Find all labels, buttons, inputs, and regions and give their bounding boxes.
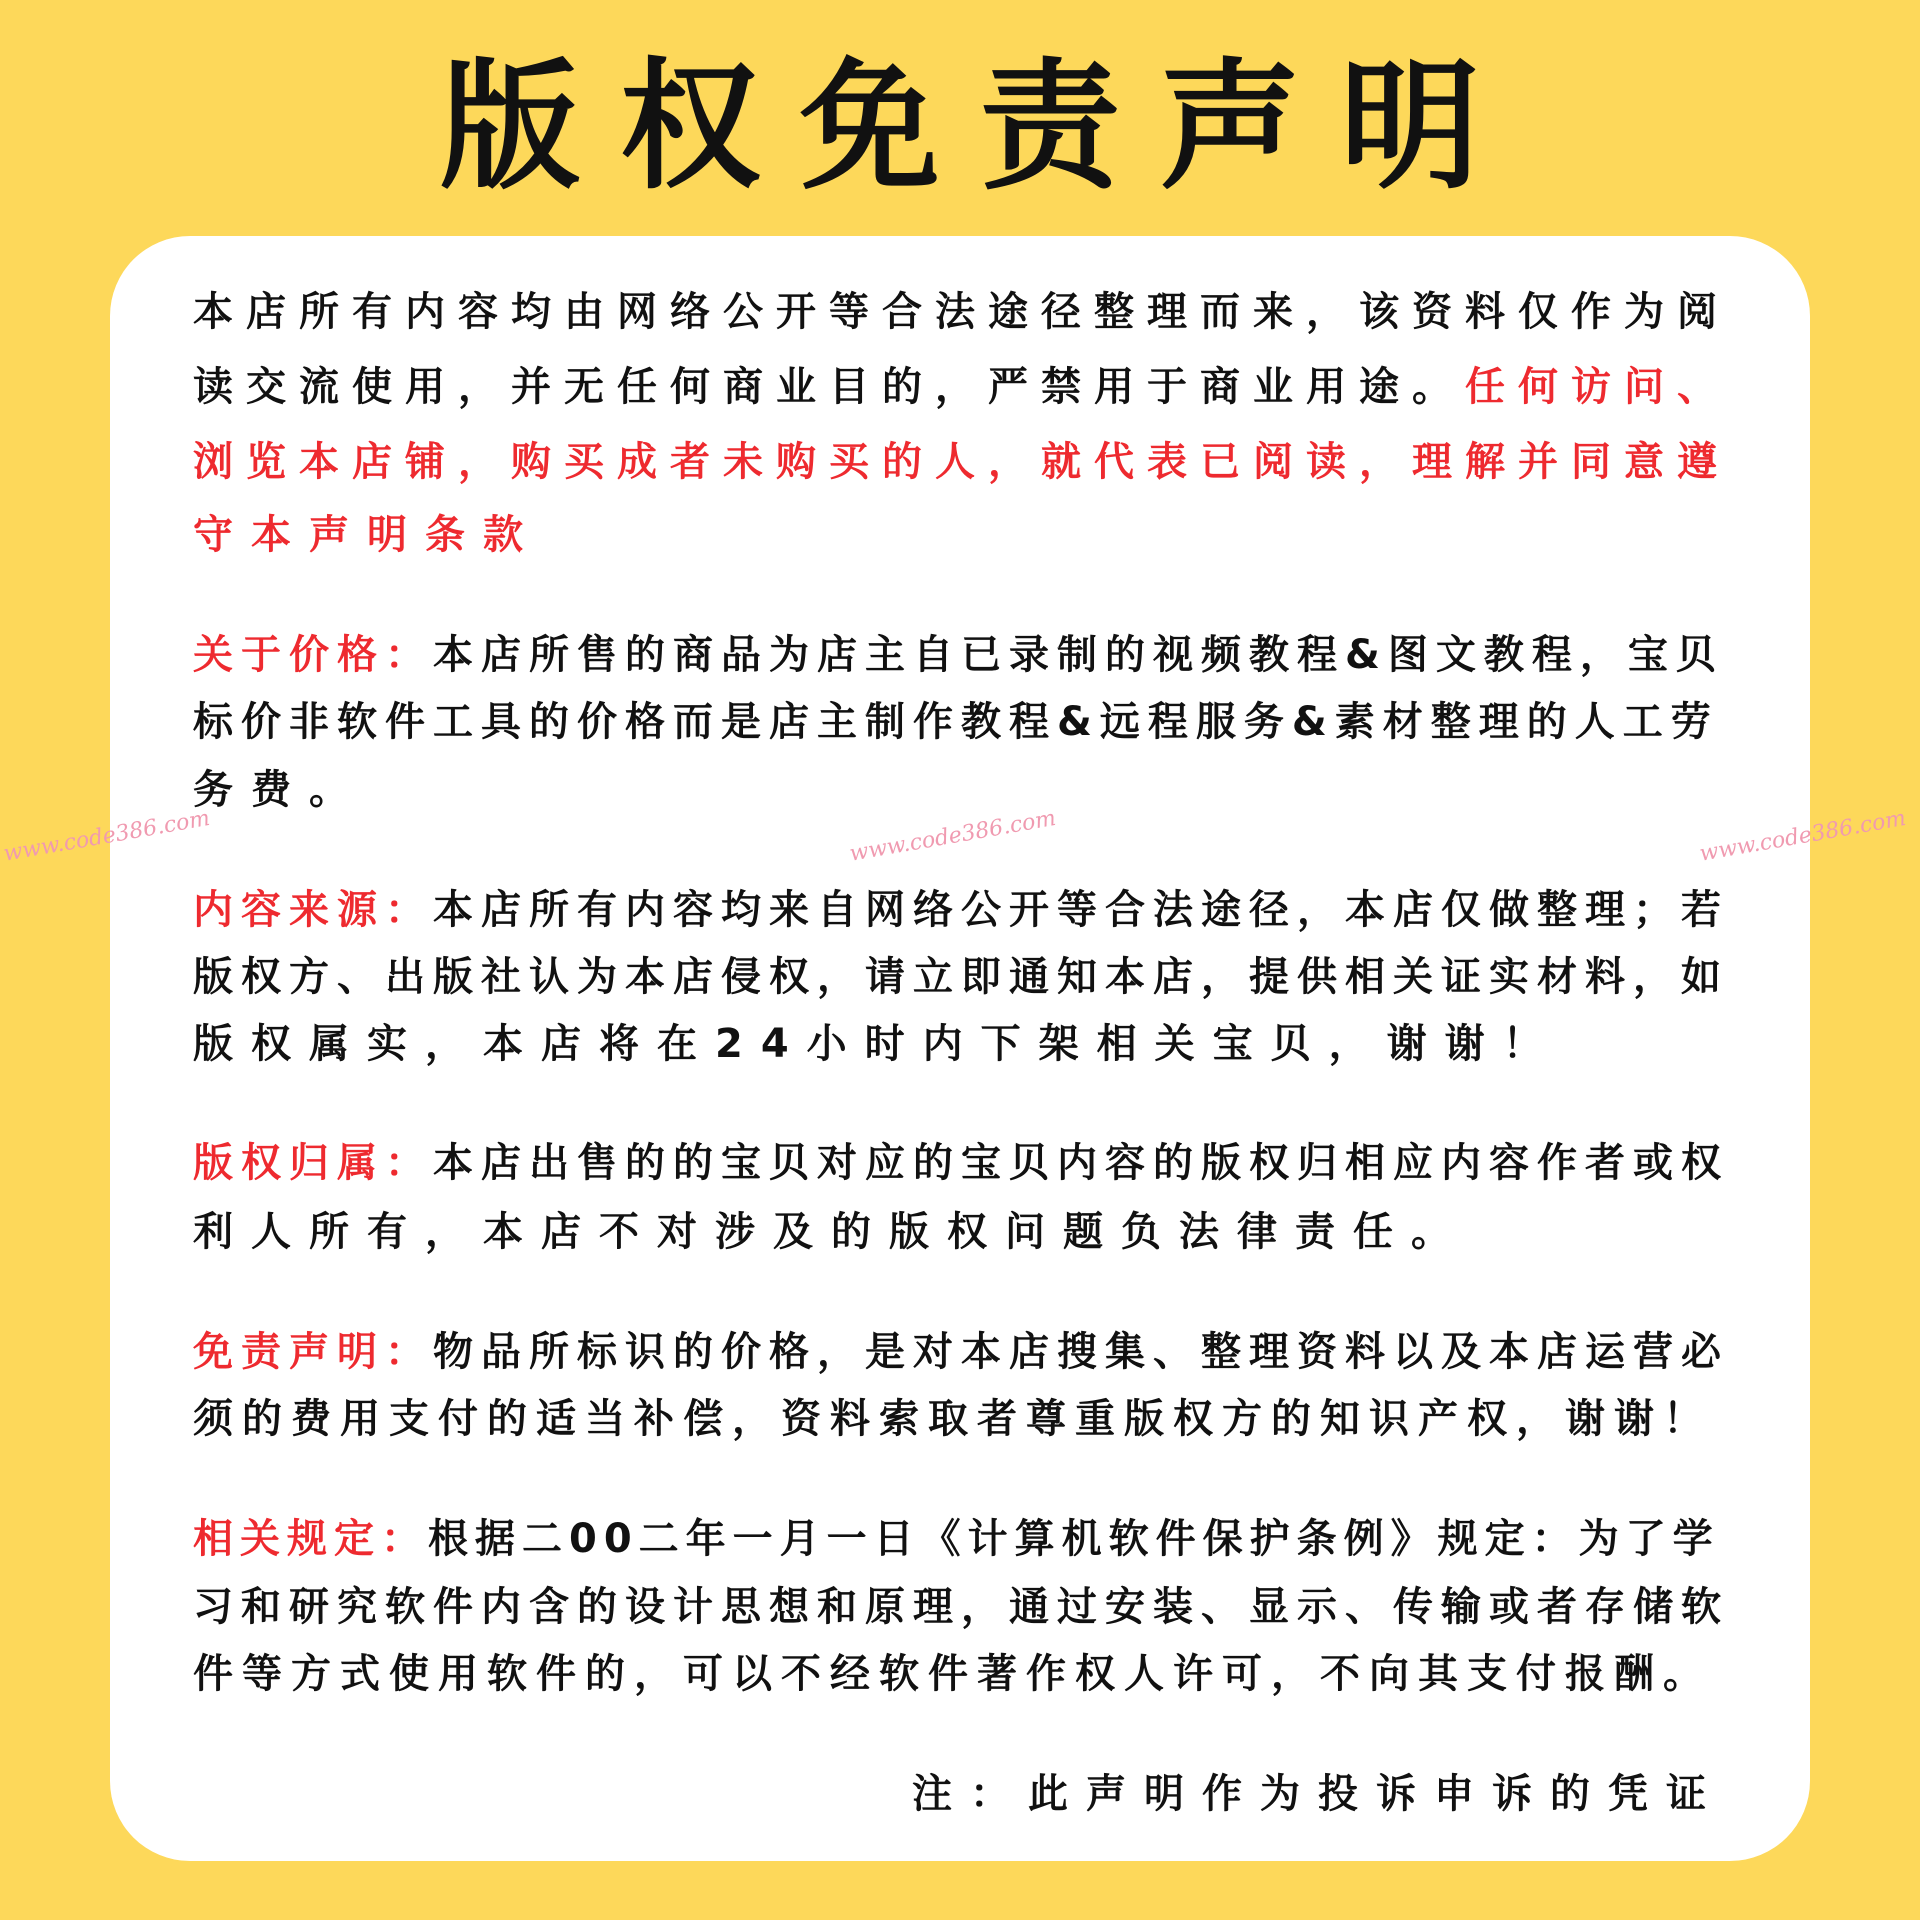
paragraph-1-line bbox=[193, 510, 541, 560]
body-text: 版权属实，本店将在24小时内下架相关宝贝，谢谢！ bbox=[193, 1021, 1561, 1067]
paragraph-2-line bbox=[193, 630, 1724, 680]
body-text: 版权方、出版社认为本店侵权，请立即通知本店，提供相关证实材料，如 bbox=[193, 954, 1729, 1000]
body-text: 须的费用支付的适当补偿，资料索取者尊重版权方的知识产权，谢谢！ bbox=[193, 1396, 1712, 1442]
body-text: 本店所有内容均来自网络公开等合法途径，本店仅做整理；若 bbox=[433, 887, 1729, 933]
body-text: 本店所售的商品为店主自已录制的视频教程&图文教程，宝贝 bbox=[433, 632, 1724, 678]
paragraph-6-line bbox=[193, 1514, 1720, 1564]
body-text: 物品所标识的价格，是对本店搜集、整理资料以及本店运营必 bbox=[433, 1329, 1729, 1375]
body-text: 件等方式使用软件的，可以不经软件著作权人许可，不向其支付报酬。 bbox=[193, 1651, 1712, 1697]
highlighted-text: 浏览本店铺，购买成者未购买的人，就代表已阅读，理解并同意遵 bbox=[193, 439, 1730, 485]
body-text: 习和研究软件内含的设计思想和原理，通过安装、显示、传输或者存储软 bbox=[193, 1584, 1729, 1630]
paragraph-3-line bbox=[193, 1019, 1561, 1069]
highlighted-text: 关于价格： bbox=[193, 632, 433, 678]
highlighted-text: 相关规定： bbox=[193, 1516, 428, 1562]
highlighted-text: 版权归属： bbox=[193, 1140, 433, 1186]
watermark: www.code386.com bbox=[1, 805, 212, 867]
body-text: 利人所有，本店不对涉及的版权问题负法律责任。 bbox=[193, 1209, 1469, 1255]
paragraph-3-line bbox=[193, 885, 1729, 935]
paragraph-1-line bbox=[193, 287, 1730, 337]
body-text: 根据二00二年一月一日《计算机软件保护条例》规定：为了学 bbox=[428, 1516, 1720, 1562]
paragraph-1-line bbox=[193, 362, 1730, 412]
footer-note: 注：此声明作为投诉申诉的凭证 bbox=[912, 1771, 1724, 1817]
paragraph-3-line bbox=[193, 952, 1729, 1002]
paragraph-6-line bbox=[193, 1582, 1729, 1632]
watermark: www.code386.com bbox=[847, 805, 1058, 867]
paragraph-1-line bbox=[193, 437, 1730, 487]
body-text: 务费。 bbox=[193, 767, 367, 813]
page-title: 版权免责声明 bbox=[439, 46, 1520, 209]
paragraph-5-line bbox=[193, 1394, 1712, 1444]
highlighted-text: 守本声明条款 bbox=[193, 512, 541, 558]
body-text: 读交流使用，并无任何商业目的，严禁用于商业用途。 bbox=[193, 364, 1465, 410]
highlighted-text: 内容来源： bbox=[193, 887, 433, 933]
paragraph-6-line bbox=[193, 1649, 1712, 1699]
body-text: 本店所有内容均由网络公开等合法途径整理而来，该资料仅作为阅 bbox=[193, 289, 1730, 335]
body-text: 本店出售的的宝贝对应的宝贝内容的版权归相应内容作者或权 bbox=[433, 1140, 1729, 1186]
watermark: www.code386.com bbox=[1697, 805, 1908, 867]
paragraph-2-line bbox=[193, 765, 367, 815]
highlighted-text: 免责声明： bbox=[193, 1329, 433, 1375]
highlighted-text: 任何访问、 bbox=[1465, 364, 1730, 410]
body-text: 标价非软件工具的价格而是店主制作教程&远程服务&素材整理的人工劳 bbox=[193, 699, 1719, 745]
paragraph-2-line bbox=[193, 697, 1719, 747]
paragraph-4-line bbox=[193, 1138, 1729, 1188]
paragraph-5-line bbox=[193, 1327, 1729, 1377]
paragraph-4-line bbox=[193, 1207, 1469, 1257]
